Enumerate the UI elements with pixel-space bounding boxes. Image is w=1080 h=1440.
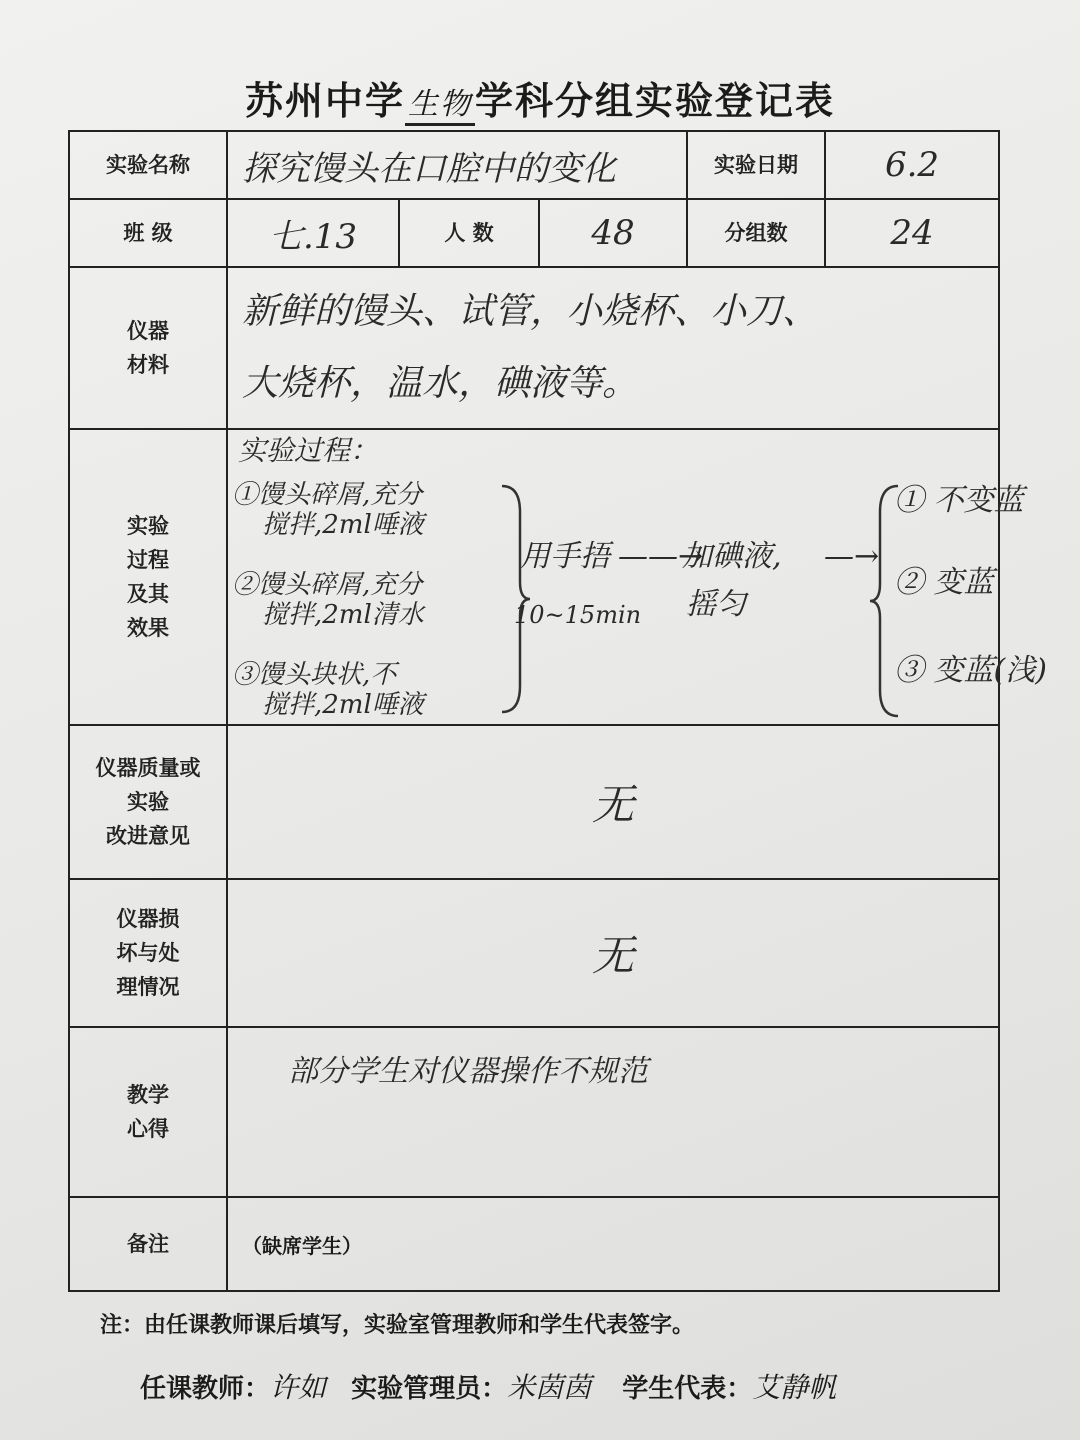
value-materials: [227, 267, 999, 429]
label-process-line2: 过程: [127, 548, 169, 572]
value-experiment-name: 探究馒头在口腔中的变化: [227, 131, 687, 199]
student-rep-label: 学生代表：: [622, 1374, 753, 1404]
form-title: [0, 70, 1080, 126]
label-quality-line2: 实验: [127, 790, 169, 814]
signature-line: [140, 1366, 836, 1406]
left-brace-icon: [498, 482, 532, 716]
process-step-1-line2: 搅拌,2ml唾液: [262, 510, 424, 540]
row-materials: [69, 267, 999, 429]
process-shake: 摇匀: [686, 587, 746, 622]
value-reflection: 部分学生对仪器操作不规范: [227, 1027, 999, 1197]
process-heading: 实验过程：: [238, 434, 379, 467]
value-headcount: 48: [539, 199, 687, 267]
label-remarks: 备注: [69, 1197, 227, 1291]
lab-admin-label: 实验管理员：: [351, 1374, 508, 1404]
title-subject: 生物: [405, 79, 475, 126]
title-suffix: 学科分组实验登记表: [475, 79, 836, 123]
value-process: [227, 429, 1047, 725]
row-experiment-name: [69, 131, 999, 199]
label-materials-line1: 仪器: [127, 319, 169, 343]
label-quality-line3: 改进意见: [106, 824, 190, 848]
label-materials: [69, 267, 227, 429]
process-step-2-line1: ②馒头碎屑,充分: [232, 570, 423, 600]
experiment-form-table: [68, 130, 1047, 1292]
label-damage: [69, 879, 227, 1027]
value-remarks: （缺席学生）: [227, 1197, 999, 1291]
value-class: 七.13: [227, 199, 399, 267]
process-step-1-line1: ①馒头碎屑,充分: [232, 480, 423, 510]
materials-line2: 大烧杯，温水，碘液等。: [242, 363, 639, 404]
label-process-line3: 及其: [127, 582, 169, 606]
label-materials-line2: 材料: [127, 353, 169, 377]
label-experiment-name: 实验名称: [69, 131, 227, 199]
label-reflection-line1: 教学: [127, 1083, 169, 1107]
label-damage-line2: 坏与处: [116, 941, 180, 965]
label-reflection: [69, 1027, 227, 1197]
value-experiment-date: 6.2: [825, 131, 999, 199]
row-remarks: [69, 1197, 999, 1291]
process-step-3: [232, 660, 424, 720]
process-step-2-line2: 搅拌,2ml清水: [262, 600, 424, 630]
process-step-2: [232, 570, 424, 630]
label-process-line4: 效果: [127, 616, 169, 640]
label-headcount: 人 数: [399, 199, 539, 267]
process-arrow-1: ——→: [618, 539, 704, 574]
result-1: ① 不变蓝: [894, 483, 1024, 518]
label-quality-line1: 仪器质量或: [95, 756, 201, 780]
result-3: ③ 变蓝(浅): [894, 653, 1047, 688]
value-damage: 无: [227, 879, 999, 1027]
teacher-signature: 许如: [270, 1371, 327, 1404]
value-quality: 无: [227, 725, 999, 879]
row-process: [69, 429, 999, 725]
process-step-3-line2: 搅拌,2ml唾液: [262, 690, 424, 720]
label-quality: [69, 725, 227, 879]
process-duration: 10~15min: [514, 601, 642, 629]
label-damage-line1: 仪器损: [116, 907, 180, 931]
process-step-3-line1: ③馒头块状,不: [232, 660, 397, 690]
label-group-count: 分组数: [687, 199, 825, 267]
footer-note: 注：由任课教师课后填写，实验室管理教师和学生代表签字。: [100, 1313, 695, 1338]
row-damage: [69, 879, 999, 1027]
process-warm-hands: 用手捂: [520, 539, 610, 574]
student-rep-signature: 艾静帆: [752, 1371, 837, 1404]
label-experiment-date: 实验日期: [687, 131, 825, 199]
materials-line1: 新鲜的馒头、试管，小烧杯、小刀、: [242, 291, 819, 332]
label-reflection-line2: 心得: [127, 1117, 169, 1141]
lab-admin-signature: 米茵茵: [507, 1371, 592, 1404]
label-damage-line3: 理情况: [116, 975, 180, 999]
row-quality: [69, 725, 999, 879]
label-class: 班 级: [69, 199, 227, 267]
title-prefix: 苏州中学: [244, 79, 405, 123]
result-2: ② 变蓝: [894, 565, 994, 600]
value-group-count: 24: [825, 199, 999, 267]
teacher-label: 任课教师：: [140, 1374, 271, 1404]
row-reflection: [69, 1027, 999, 1197]
label-process: [69, 429, 227, 725]
process-step-1: [232, 480, 424, 540]
row-class-info: [69, 199, 999, 267]
label-process-line1: 实验: [127, 514, 169, 538]
process-arrow-2: —→: [824, 539, 880, 574]
process-add-iodine: 加碘液,: [682, 539, 782, 574]
